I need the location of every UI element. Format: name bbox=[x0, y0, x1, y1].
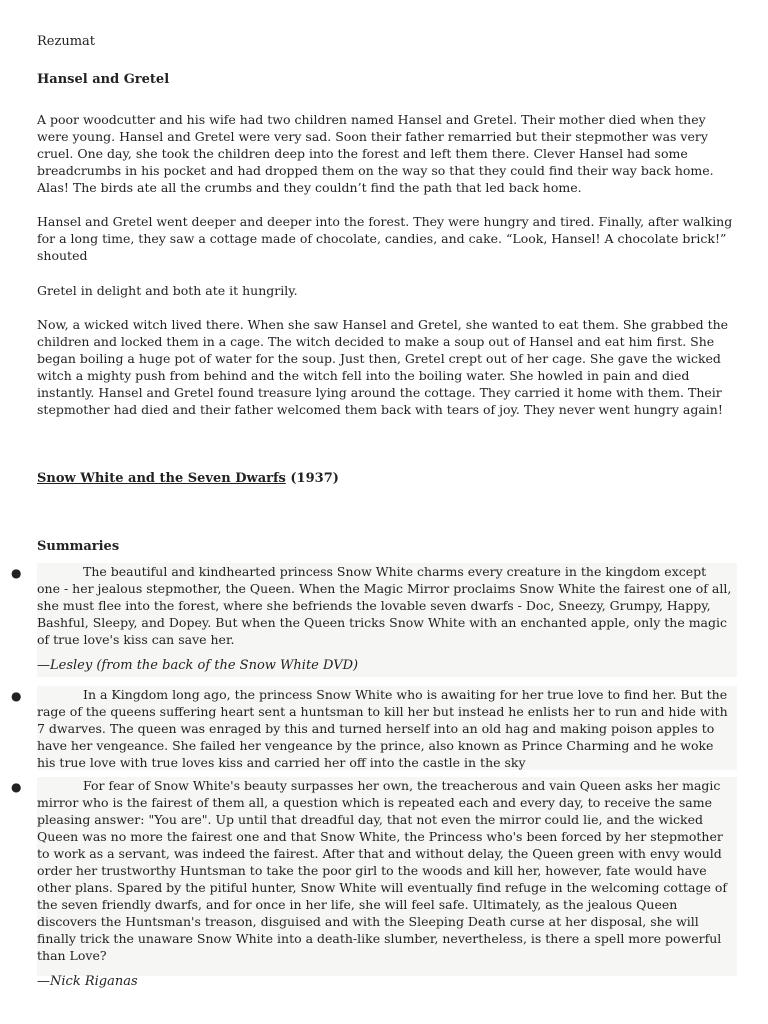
summary-text: For fear of Snow White's beauty surpasses her own, the treacherous and vain Queen asks her magic mirror who is the fairest of them all, a question which is repeated each and every day, to receive the same pleasing answer: "You are". Up until that dreadful day, that not even the mirror could lie, and the wicked Queen was no more the fairest one and that Snow White, the Princess who's been forced by her stepmother to work as a servant, was indeed the fairest. After that and without delay, the Queen green with envy would order her trustworthy Huntsman to take the poor girl to the woods and kill her, however, fate would have other plans. Spared by the pitiful hunter, Snow White will eventually find refuge in the welcoming cottage of the seven friendly dwarfs, and for once in her life, she will feel safe. Ultimately, as the jealous Queen discovers the Huntsman's treason, disguised and with the Sleeping Death curse at her disposal, she will finally trick the unaware Snow White into a death-like slumber, nevertheless, is there a spell more powerful than Love? bbox=[37, 778, 727, 963]
story-paragraph: Hansel and Gretel went deeper and deeper into the forest. They were hungry and tired. Finally, after walking for a long time, they saw a cottage made of chocolate, candies, and cake. “Look, Hansel! A chocolate brick!” shouted bbox=[37, 214, 733, 263]
film-title-link[interactable]: Snow White and the Seven Dwarfs bbox=[37, 471, 286, 486]
summaries-heading: Summaries bbox=[37, 539, 120, 554]
summary-author: —Nick Riganas bbox=[37, 974, 138, 989]
summary-item bbox=[11, 777, 737, 989]
story-title: Hansel and Gretel bbox=[37, 72, 170, 87]
document-label: Rezumat bbox=[37, 34, 96, 49]
bullet-icon: ● bbox=[11, 780, 22, 794]
summary-item bbox=[11, 686, 737, 770]
story-paragraph: A poor woodcutter and his wife had two children named Hansel and Gretel. Their mother died when they were young. Hansel and Gretel were very sad. Soon their father remarried but their stepmother was very cruel. One day, she took the children deep into the forest and left them there. Clever Hansel had some breadcrumbs in his pocket and had dropped them on the way so that they could find their way back home. Alas! The birds ate all the crumbs and they couldn’t find the path that led back home. bbox=[37, 112, 714, 195]
film-heading bbox=[37, 471, 339, 486]
bullet-icon: ● bbox=[11, 689, 22, 703]
summary-text: In a Kingdom long ago, the princess Snow White who is awaiting for her true love to find her. But the rage of the queens suffering heart sent a huntsman to kill her but instead he enlists her to run and hide with 7 dwarves. The queen was enraged by this and turned herself into an old hag and making poison apples to have her vengeance. She failed her vengeance by the prince, also known as Prince Charming and he woke his true love with true loves kiss and carried her off into the castle in the sky bbox=[37, 687, 728, 770]
bullet-icon: ● bbox=[11, 566, 22, 580]
summary-item bbox=[11, 563, 737, 677]
summary-author: —Lesley (from the back of the Snow White DVD) bbox=[37, 658, 359, 673]
story-paragraph: Gretel in delight and both ate it hungrily. bbox=[37, 283, 298, 298]
story-paragraph: Now, a wicked witch lived there. When she saw Hansel and Gretel, she wanted to eat them. She grabbed the children and locked them in a cage. The witch decided to make a soup out of Hansel and eat him first. She began boiling a huge pot of water for the soup. Just then, Gretel crept out of her cage. She gave the wicked witch a mighty push from behind and the witch fell into the boiling water. She howled in pain and died instantly. Hansel and Gretel found treasure lying around the cottage. They carried it home with them. Their stepmother had died and their father welcomed them back with tears of joy. They never went hungry again! bbox=[37, 317, 729, 417]
summary-text: The beautiful and kindhearted princess Snow White charms every creature in the kingdom except one - her jealous stepmother, the Queen. When the Magic Mirror proclaims Snow White the fairest one of all, she must flee into the forest, where she befriends the lovable seven dwarfs - Doc, Sneezy, Grumpy, Happy, Bashful, Sleepy, and Dopey. But when the Queen tricks Snow White with an enchanted apple, only the magic of true love's kiss can save her. bbox=[37, 564, 732, 647]
film-year: (1937) bbox=[290, 471, 339, 486]
